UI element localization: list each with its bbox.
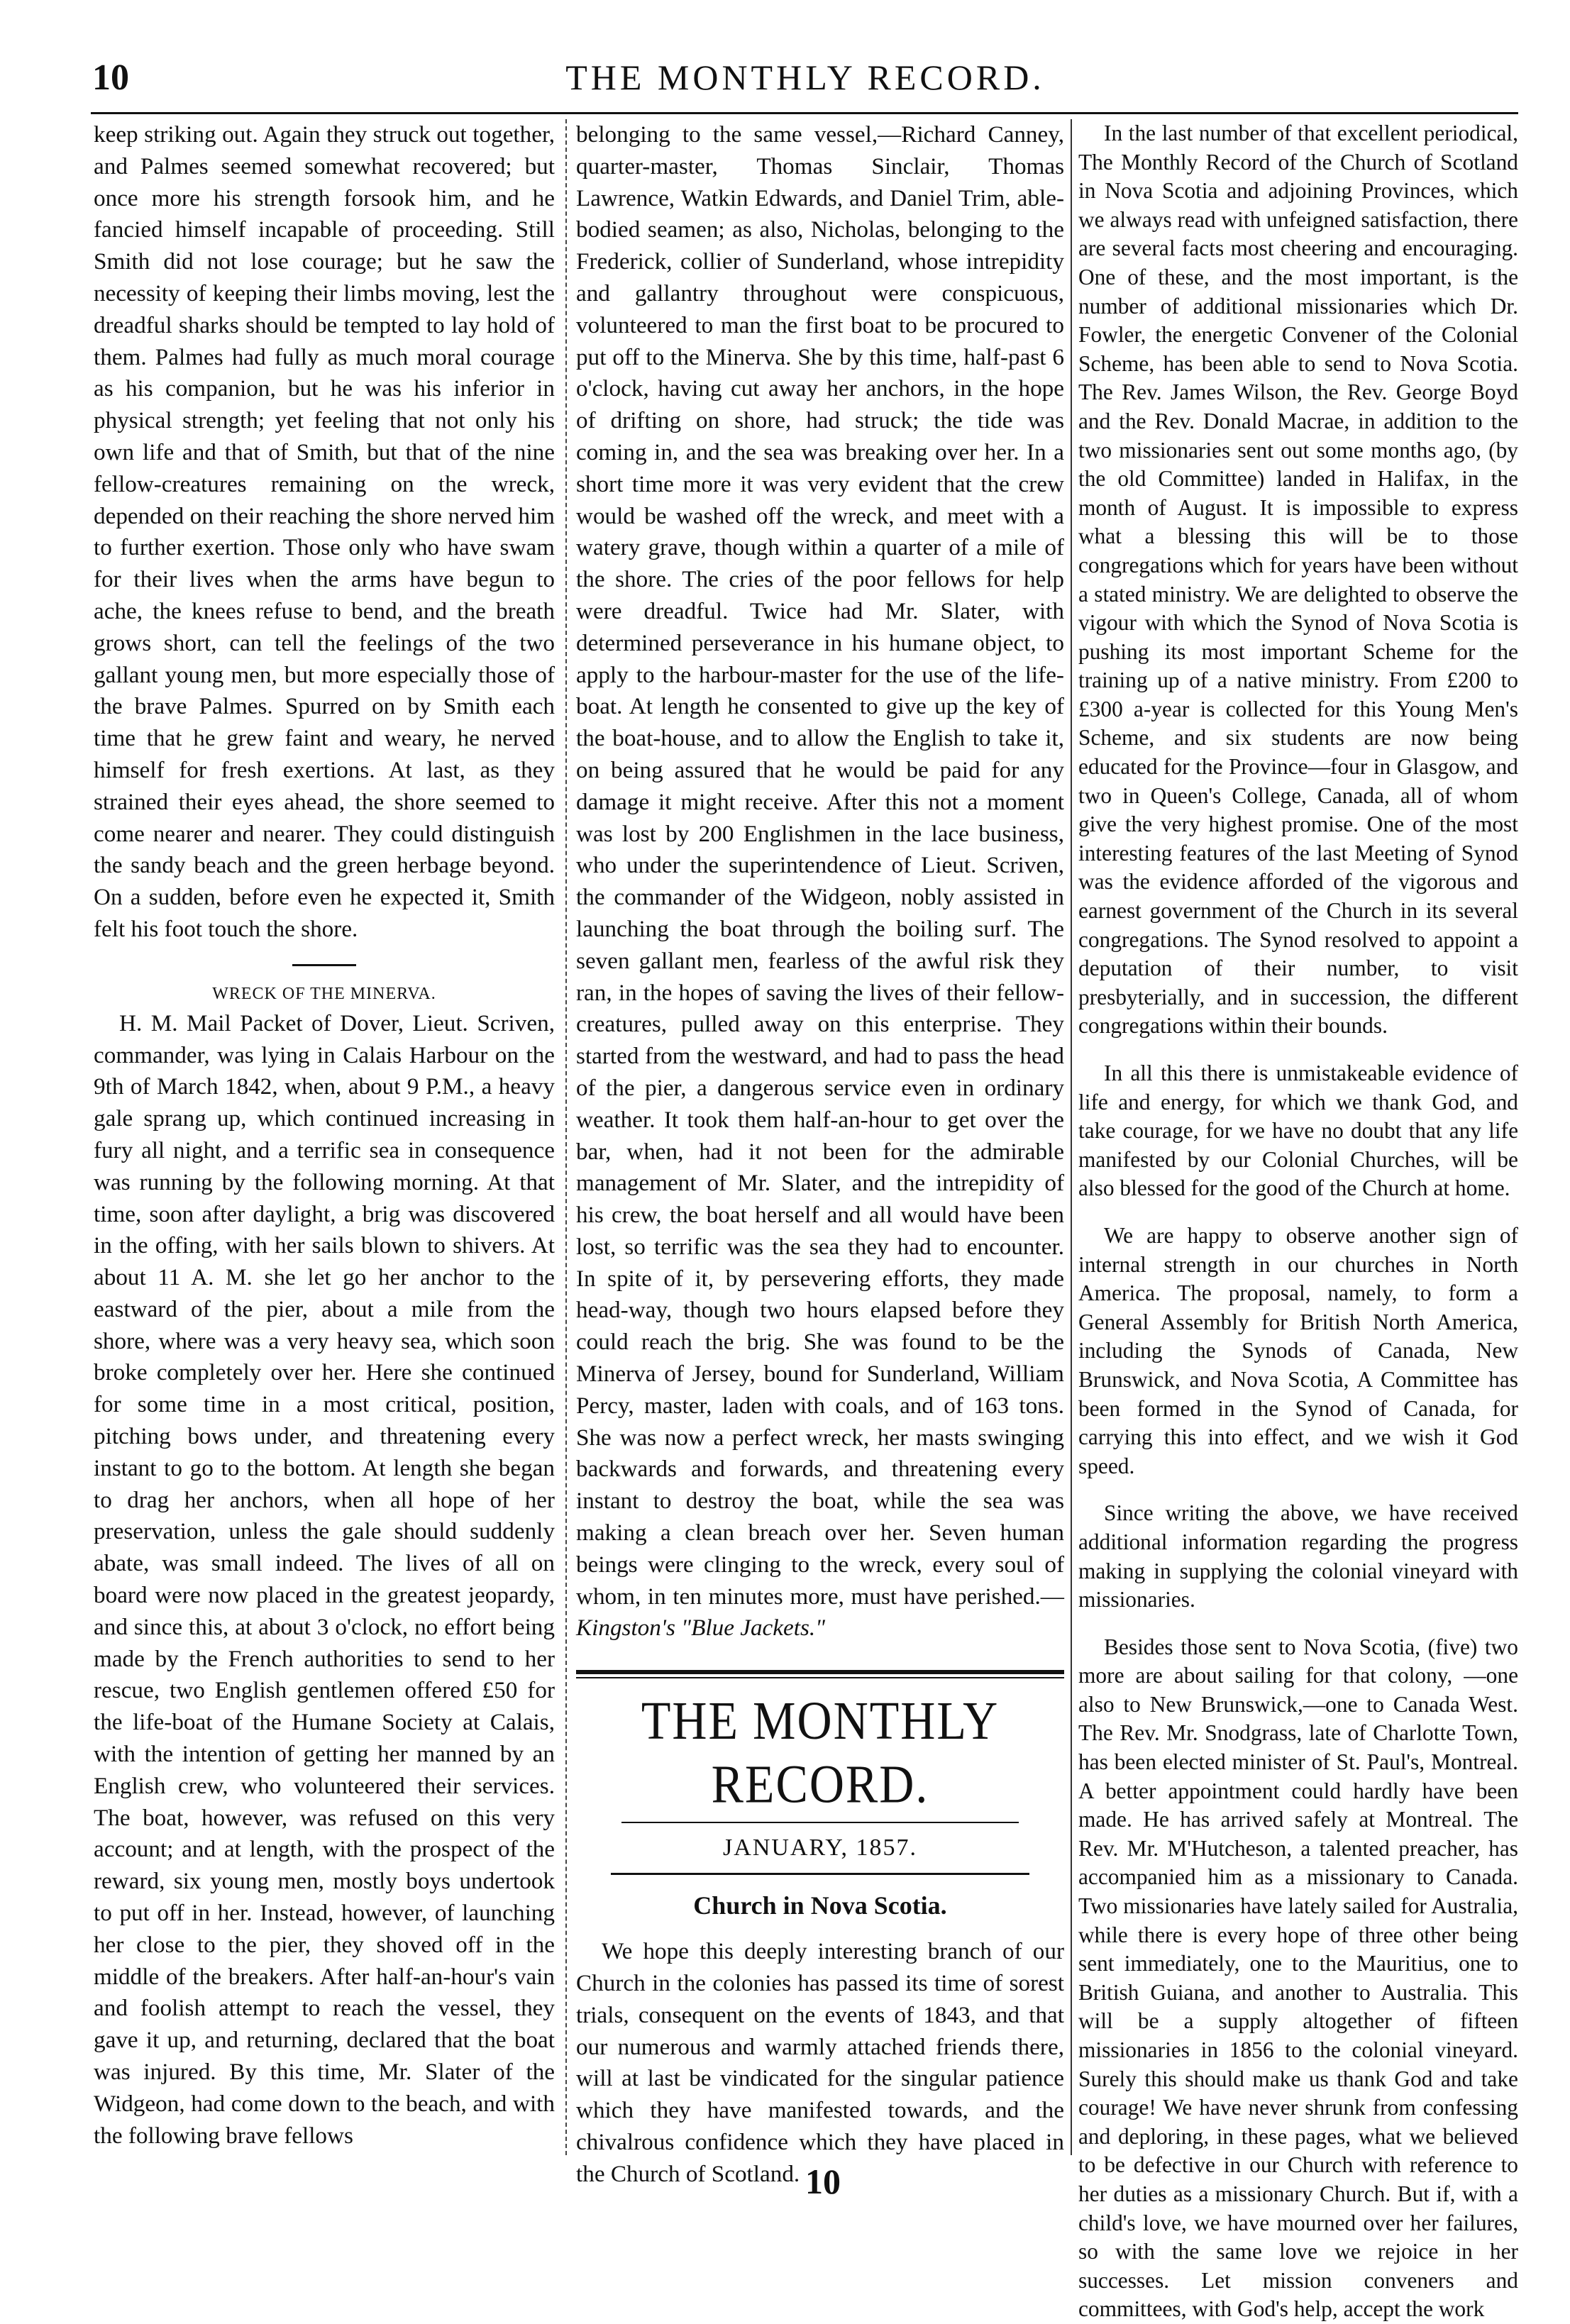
masthead-date: JANUARY, 1857.: [723, 1835, 917, 1861]
article-heading: Church in Nova Scotia.: [693, 1891, 947, 1920]
wreck-paragraph: H. M. Mail Packet of Dover, Lieut. Scriven, commander, was lying in Calais Harbour on the 9th of March 1842, when, about 9 P.M., a heavy gale sprang up, which continued increasing in fury all night, and a terrific sea in consequence was running by the following morning. At that time, soon after daylight, a brig was discovered in the offing, with her sails blown to shivers. At about 11 A. M. she let go her anchor to the eastward of the pier, about a mile from the shore, where was a very heavy sea, which soon broke completely over her. Here she continued for some time in a most critical, position, pitching bows under, and threatening every instant to go to the bottom. At length she began to drag her anchors, when all hope of her preservation, unless the gale should suddenly abate, was small indeed. The lives of all on board were now placed in the greatest jeopardy, and since this, at about 3 o'clock, no effort being made by the French authorities to send to her rescue, two English gentlemen offered £50 for the life-boat of the Humane Society at Calais, with the intention of getting her manned by an English crew, who volunteered their services. The boat, however, was refused on this very account; and at length, with the prospect of the reward, six young men, mostly boys undertook to put off in her. Instead, however, of launching her close to the pier, they shoved off in the middle of the breakers. After half-an-hour's vain and foolish attempt to reach the vessel, they gave it up, and returning, declared that the boat was injured. By this time, Mr. Slater of the Widgeon, had come down to the beach, and with the following brave fellows: [94, 1009, 555, 2149]
masthead-title: THE MONTHLY RECORD.: [641, 1690, 1000, 1815]
attribution: Kingston's "Blue Jackets.": [576, 1615, 826, 1642]
masthead: [576, 1670, 1064, 1875]
header-rule: [91, 112, 1518, 114]
column-divider-2: [1071, 119, 1072, 2155]
swim-story-paragraph: keep striking out. Again they struck out together, and Palmes seemed somewhat recovered; but once more his strength forsook him, and he fancied himself incapable of proceeding. Still Smith did not lose courage; but he saw the necessity of keeping their limbs moving, lest the dreadful sharks should be tempted to lay hold of them. Palmes had fully as much moral courage as his companion, but he was his inferior in physical strength; yet feeling that not only his own life and that of Smith, but that of the nine fellow-creatures remaining on the wreck, depended on their reaching the shore nerved him to further exertion. Those only who have swam for their lives when the arms have begun to ache, the knees refuse to bend, and the breath grows short, can tell the feelings of the two gallant young men, but more especially those of the brave Palmes. Spurred on by Smith each time that he grew faint and weary, he nerved himself for fresh exertions. At last, as they strained their eyes ahead, the shore seemed to come nearer and nearer. They could distinguish the sandy beach and the green herbage beyond. On a sudden, before even he expected it, Smith felt his foot touch the shore.: [94, 121, 555, 942]
page-header: [92, 55, 1518, 112]
record-paragraph-4: Since writing the above, we have received additional information regarding the progress making in supplying the colonial vineyard with missionaries.: [1078, 1500, 1518, 1612]
section-heading-wreck: WRECK OF THE MINERVA.: [212, 984, 436, 1003]
record-paragraph-1: In the last number of that excellent periodical, The Monthly Record of the Church of Scotland in Nova Scotia and adjoining Provinces, which we always read with unfeigned satisfaction, there are several facts most cheering and encouraging. One of these, and the most important, is the number of additional missionaries which Dr. Fowler, the energetic Convener of the Colonial Scheme, has been able to send to Nova Scotia. The Rev. James Wilson, the Rev. George Boyd and the Rev. Donald Macrae, in addition to the two missionaries sent out some months ago, (by the old Committee) landed in Halifax, in the month of August. It is impossible to express what a blessing this will be to those congregations which for years have been without a stated ministry. We are delighted to observe the vigour with which the Synod of Nova Scotia is pushing its most important Scheme for the training up of a native ministry. From £200 to £300 a-year is collected for this Young Men's Scheme, and six students are now being educated for the Province—four in Glasgow, and two in Queen's College, Canada, all of whom give the very highest promise. One of the most interesting features of the last Meeting of Synod was the evidence afforded of the vigorous and earnest government of the Church in its several congregations. The Synod resolved to appoint a deputation of their number, to visit presbyterially, and in succession, the different congregations within their bounds.: [1078, 121, 1518, 1039]
column-right: [1078, 119, 1518, 2324]
column-divider-1: [565, 119, 567, 2155]
column-left: [94, 119, 555, 2152]
masthead-rule-thick: [576, 1670, 1064, 1674]
header-page-number: 10: [92, 57, 129, 98]
column-middle: [576, 119, 1064, 2191]
running-title: THE MONTHLY RECORD.: [565, 57, 1045, 97]
wreck-continued-paragraph: [576, 119, 1064, 1644]
record-paragraph-3: We are happy to observe another sign of internal strength in our churches in North America. The proposal, namely, to form a General Assembly for British North America, including the Synods of Canada, New Brunswick, and Nova Scotia, A Committee has been formed in the Synod of Canada, for carrying this into effect, and we wish it God speed.: [1078, 1222, 1518, 1478]
footer-page-number: 10: [805, 2162, 841, 2201]
masthead-rule-bottom: [611, 1873, 1029, 1875]
masthead-rule-mid: [621, 1822, 1019, 1823]
record-paragraph-2: In all this there is unmistakeable evidence of life and energy, for which we thank God, and take courage, for we have no doubt that any life manifested by our Colonial Churches, will be also blessed for the good of the Church at home.: [1078, 1061, 1518, 1201]
record-paragraph-5: Besides those sent to Nova Scotia, (five) two more are about sailing for that colony, —one also to New Brunswick,—one to Canada West. The Rev. Mr. Snodgrass, late of Charlotte Town, has been elected minister of St. Paul's, Montreal. A better appointment could hardly have been made. He has arrived safely at Montreal. The Rev. Mr. M'Hutcheson, a talented preacher, has accompanied him as a missionary to Canada. Two missionaries have lately sailed for Australia, while there is every hope of three other being sent immediately, one to the Mauritius, one to British Guiana, and another to Australia. This will be a supply altogether of fifteen missionaries in 1856 to the colonial vineyard. Surely this should make us thank God and take courage! We have never shrunk from confessing and deploring, in these pages, what we believed to be defective in our Church with reference to her duties as a missionary Church. But if, with a child's love, we have mourned over her failures, so with the same love we rejoice in her successes. Let mission conveners and committees, with God's help, accept the work: [1078, 1634, 1518, 2322]
masthead-rule-thin: [576, 1677, 1064, 1678]
church-paragraph: We hope this deeply interesting branch of our Church in the colonies has passed its time of sorest trials, consequent on the events of 1843, and that our numerous and warmly attached friends there, will at last be vindicated for the singular patience which they have manifested towards, and the chivalrous confidence which they have placed in the Church of Scotland.: [576, 1938, 1064, 2187]
wreck-continued-text: belonging to the same vessel,—Richard Canney, quarter-master, Thomas Sinclair, Thomas Lawrence, Watkin Edwards, and Daniel Trim, able-bodied seamen; as also, Nicholas, belonging to the Frederick, collier of Sunderland, whose intrepidity and gallantry throughout were conspicuous, volunteered to man the first boat to be procured to put off to the Minerva. She by this time, half-past 6 o'clock, having cut away her anchors, in the hope of drifting on shore, had struck; the tide was coming in, and the sea was breaking over her. In a short time more it was very evident that the crew would be washed off the wreck, and meet with a watery grave, though within a quarter of a mile of the shore. The cries of the poor fellows for help were dreadful. Twice had Mr. Slater, with determined perseverance in his humane object, to apply to the harbour-master for the use of the life-boat. At length he consented to give up the key of the boat-house, and to allow the English to take it, on being assured that he would be paid for any damage it might receive. After this not a moment was lost by 200 Englishmen in the lace business, who under the superintendence of Lieut. Scriven, the commander of the Widgeon, nobly assisted in launching the boat through the boiling surf. The seven gallant men, fearless of the awful risk they ran, in the hopes of saving the lives of their fellow-creatures, pulled away on this enterprise. They started from the westward, and had to pass the head of the pier, a dangerous service even in ordinary weather. It took them half-an-hour to get over the bar, when, had it not been for the admirable management of Mr. Slater, and the intrepidity of his crew, the boat herself and all would have been lost, so terrific was the sea they had to encounter. In spite of it, by persevering efforts, they made head-way, though two hours elapsed before they could reach the brig. She was found to be the Minerva of Jersey, bound for Sunderland, William Percy, master, laden with coals, and of 163 tons. She was now a perfect wreck, her masts swinging backwards and forwards, and threatening every instant to destroy the boat, while the sea was making a clean breach over her. Seven human beings were clinging to the wreck, every soul of whom, in ten minutes more, must have perished.—: [576, 121, 1064, 1610]
section-rule: [292, 964, 356, 966]
